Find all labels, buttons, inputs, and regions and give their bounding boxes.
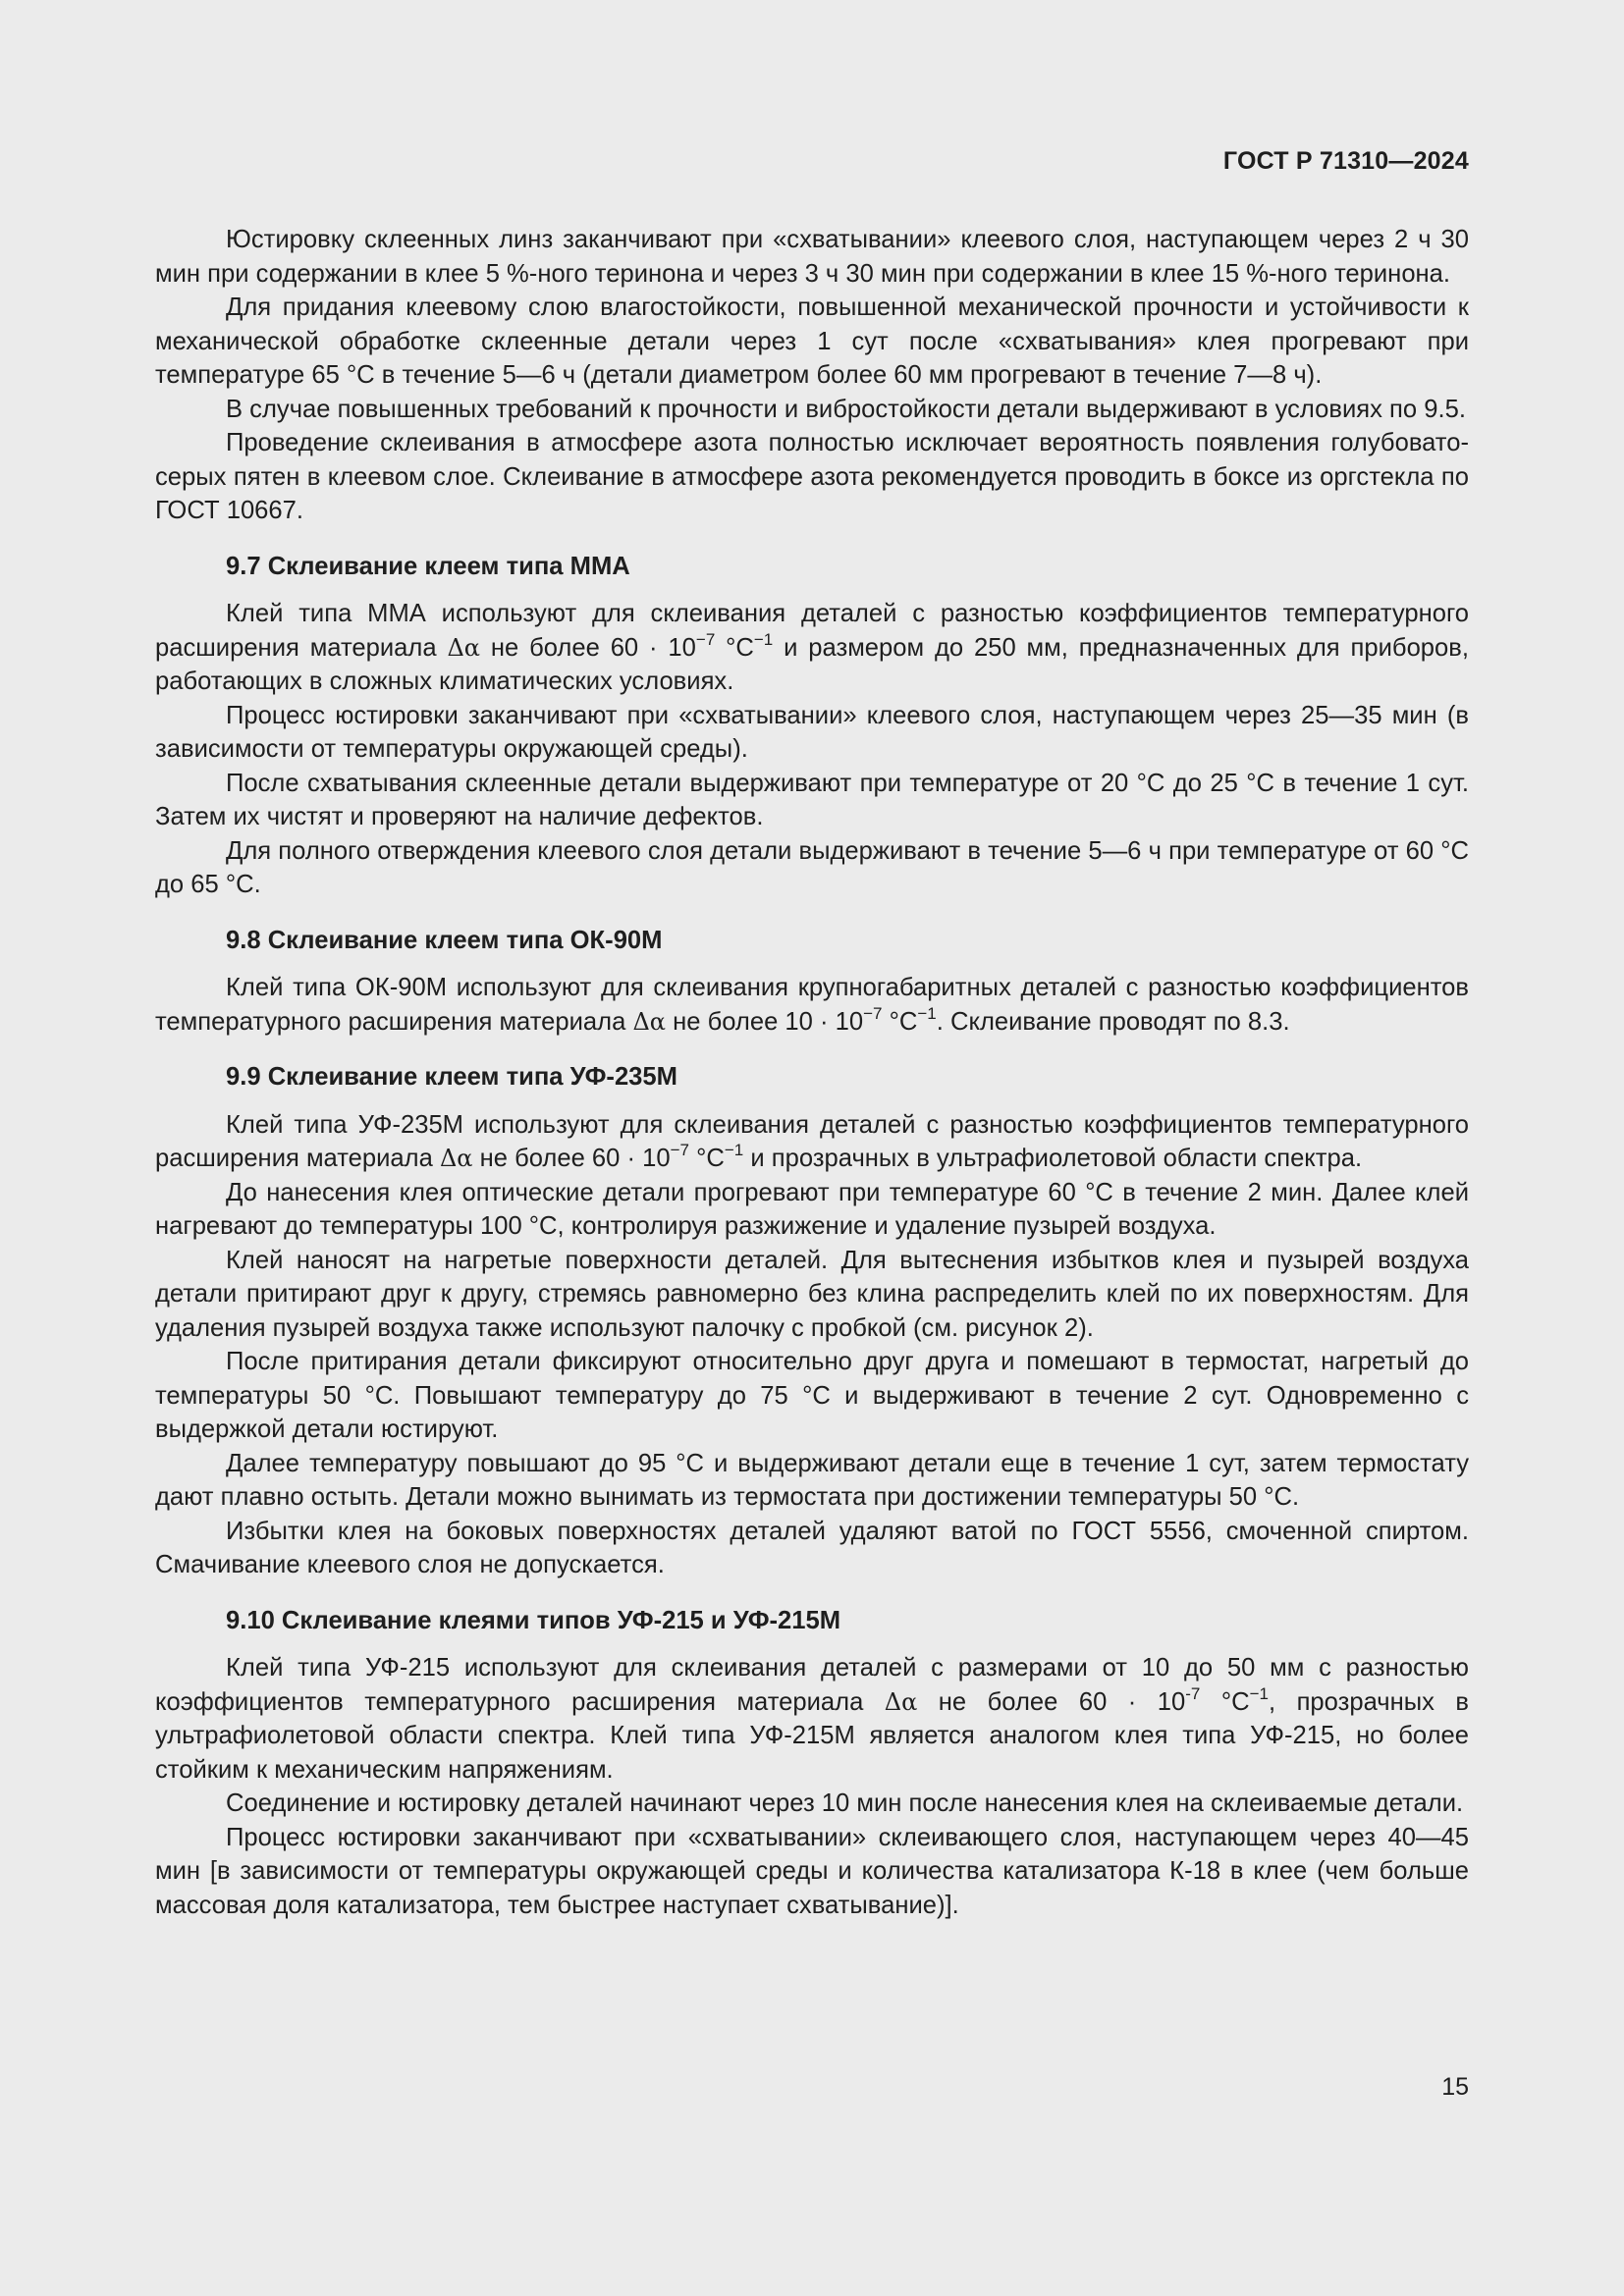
paragraph [155, 1651, 1469, 1787]
text-run: Клей типа ММА используют для склеивания деталей с разностью коэффициентов температурного расширения материала [155, 600, 1469, 662]
text-run: и размером до 250 мм, предназначенных для приборов, работающих в сложных климатических условиях. [155, 633, 1469, 695]
exponent: −1 [724, 1141, 744, 1159]
text-run: °С [1200, 1687, 1250, 1716]
paragraph: Юстировку склеенных линз заканчивают при «схватывании» клеевого слоя, наступающем через 2 ч 30 мин при содержании в клее 5 %-ного теринона и через 3 ч 30 мин при содержании в клее 15 %-ного теринона. [155, 226, 1469, 288]
paragraph: Далее температуру повышают до 95 °С и выдерживают детали еще в течение 1 сут, затем термостату дают плавно остыть. Детали можно вынимать из термостата при достижении температуры 50 °С. [155, 1449, 1469, 1511]
text-run: , прозрачных в ультрафиолетовой области спектра. Клей типа УФ-215М является аналогом клея типа УФ-215, но более стойким к механическим напряжениям. [155, 1687, 1469, 1784]
section-heading-9-7: 9.7 Склеивание клеем типа ММА [226, 552, 630, 580]
delta-alpha-symbol: Δα [884, 1687, 918, 1716]
text-run: и прозрачных в ультрафиолетовой области спектра. [743, 1145, 1363, 1172]
text-run: Клей типа УФ-235М используют для склеивания деталей с разностью коэффициентов температурного расширения материала [155, 1110, 1469, 1172]
text-run: не более 60 · 10 [480, 633, 696, 662]
exponent: −1 [753, 629, 774, 649]
exponent: −1 [1249, 1683, 1269, 1703]
delta-alpha-symbol: Δα [447, 633, 480, 662]
text-run: Клей типа ОК-90М используют для склеивания крупногабаритных деталей с разностью коэффициентов температурного расширения материала [155, 974, 1469, 1036]
exponent: −7 [670, 1141, 690, 1159]
text-run: Клей типа УФ-215 используют для склеивания деталей с размерами от 10 до 50 мм с разностью коэффициентов температурного расширения материала [155, 1654, 1469, 1716]
paragraph [155, 1108, 1469, 1176]
paragraph: После притирания детали фиксируют относительно друг друга и помешают в термостат, нагретый до температуры 50 °С. Повышают температуру до 75 °С и выдерживают в течение 2 сут. Одновременно с выдержкой детали юстируют. [155, 1348, 1469, 1443]
text-run: не более 10 · 10 [666, 1007, 864, 1036]
paragraph: После схватывания склеенные детали выдерживают при температуре от 20 °С до 25 °С в течение 1 сут. Затем их чистят и проверяют на наличие дефектов. [155, 769, 1469, 830]
section-heading-9-10: 9.10 Склеивание клеями типов УФ-215 и УФ-215М [226, 1606, 841, 1634]
paragraph: В случае повышенных требований к прочности и вибростойкости детали выдерживают в условиях по 9.5. [226, 395, 1466, 423]
exponent: −7 [695, 629, 716, 649]
paragraph: До нанесения клея оптические детали прогревают при температуре 60 °С в течение 2 мин. Далее клей нагревают до температуры 100 °С, контролируя разжижение и удаление пузырей воздуха. [155, 1178, 1469, 1240]
text-run: не более 60 · 10 [472, 1145, 671, 1172]
text-run: . Склеивание проводят по 8.3. [936, 1007, 1290, 1036]
exponent: −7 [863, 1003, 883, 1023]
paragraph: Процесс юстировки заканчивают при «схватывании» склеивающего слоя, наступающем через 40—45 мин [в зависимости от температуры окружающей среды и количества катализатора К-18 в клее (чем больше массовая доля катализатора, тем быстрее наступает схватывание)]. [155, 1823, 1469, 1919]
paragraph: Для полного отверждения клеевого слоя детали выдерживают в течение 5—6 ч при температуре от 60 °С до 65 °С. [155, 836, 1469, 898]
paragraph: Проведение склеивания в атмосфере азота полностью исключает вероятность появления голубовато-серых пятен в клеевом слое. Склеивание в атмосфере азота рекомендуется проводить в боксе из оргстекла по ГОСТ 10667. [155, 429, 1469, 524]
text-run: не более 60 · 10 [917, 1687, 1186, 1716]
document-header: ГОСТ Р 71310—2024 [1222, 147, 1469, 175]
page-body [155, 223, 1469, 1922]
paragraph: Избытки клея на боковых поверхностях деталей удаляют ватой по ГОСТ 5556, смоченной спиртом. Смачивание клеевого слоя не допускается. [155, 1517, 1469, 1578]
exponent: −1 [917, 1003, 937, 1023]
section-heading-9-9: 9.9 Склеивание клеем типа УФ-235М [226, 1063, 677, 1091]
paragraph: Для придания клеевому слою влагостойкости, повышенной механической прочности и устойчивости к механической обработке склеенные детали через 1 сут после «схватывания» клея прогревают при температуре 65 °С в течение 5—6 ч (детали диаметром более 60 мм прогревают в течение 7—8 ч). [155, 294, 1469, 389]
text-run: °С [715, 633, 754, 662]
paragraph: Процесс юстировки заканчивают при «схватывании» клеевого слоя, наступающем через 25—35 мин (в зависимости от температуры окружающей среды). [155, 701, 1469, 763]
paragraph [155, 971, 1469, 1039]
paragraph [155, 597, 1469, 699]
delta-alpha-symbol: Δα [439, 1145, 473, 1172]
delta-alpha-symbol: Δα [632, 1007, 666, 1036]
page-number: 15 [1441, 2073, 1469, 2101]
paragraph: Клей наносят на нагретые поверхности деталей. Для вытеснения избытков клея и пузырей воздуха детали притирают друг к другу, стремясь равномерно без клина распределить клей по их поверхностям. Для удаления пузырей воздуха также используют палочку с пробкой (см. рисунок 2). [155, 1246, 1469, 1342]
text-run: °С [689, 1145, 725, 1172]
exponent: -7 [1185, 1683, 1201, 1703]
section-heading-9-8: 9.8 Склеивание клеем типа ОК-90М [226, 926, 663, 954]
paragraph: Соединение и юстировку деталей начинают через 10 мин после нанесения клея на склеиваемые детали. [226, 1789, 1464, 1817]
text-run: °С [882, 1007, 918, 1036]
